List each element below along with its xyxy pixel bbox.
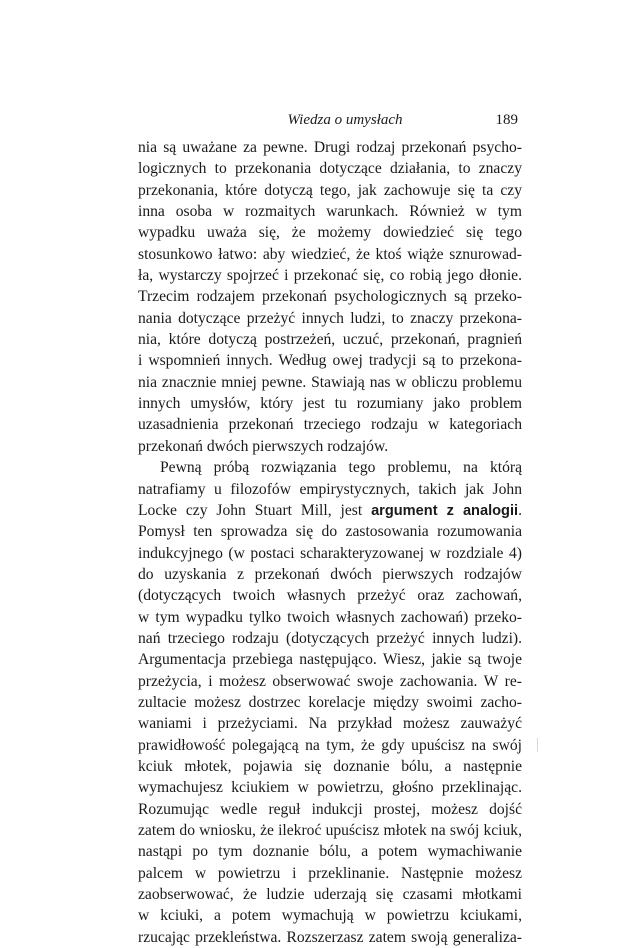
scan-edge-mark (537, 738, 538, 752)
text-line: natrafiamy u filozofów empirystycznych, takich jak John (138, 480, 522, 498)
text-line: nania dotyczące przeżyć innych ludzi, to znaczy przekona- (138, 309, 522, 327)
text-line: waniami i przeżyciami. Na przykład możesz zauważyć (138, 715, 522, 733)
text-line: prawidłowość polegającą na tym, że gdy upuścisz na swój (138, 736, 522, 754)
text-line-with-bold-term (138, 500, 522, 521)
text-line: nia znacznie mniej pewne. Stawiają nas w obliczu problemu (138, 373, 522, 391)
bold-term: argument z analogii (371, 502, 519, 519)
text-line: zaobserwować, że ludzie uderzają się czasami młotkami (138, 886, 522, 904)
running-title: Wiedza o umysłach (287, 112, 403, 128)
running-header (138, 109, 522, 131)
text-line: stosunkowo łatwo: aby wiedzieć, że ktoś wiąże sznurowad- (138, 245, 522, 263)
text-line: indukcyjnego (w postaci scharakteryzowanej w rozdziale 4) (138, 544, 522, 562)
page-number: 189 (495, 112, 518, 128)
text-line: nia, które dotyczą postrzeżeń, uczuć, przekonań, pragnień (138, 331, 522, 349)
text-line: przekonań dwóch pierwszych rodzajów. (138, 437, 389, 455)
text-line: nastąpi po tym doznanie bólu, a potem wymachiwanie (138, 843, 522, 861)
text-segment: . (518, 501, 522, 519)
text-line: innych umysłów, który jest tu rozumiany jako problem (138, 395, 522, 413)
text-line: (dotyczących twoich własnych przeżyć oraz zachowań, (138, 587, 522, 605)
text-line: nia są uważane za pewne. Drugi rodzaj przekonań psycho- (138, 139, 522, 156)
text-line: Trzecim rodzajem przekonań psychologicznych są przeko- (138, 288, 522, 306)
text-line: Pomysł ten sprowadza się do zastosowania rozumowania (138, 523, 522, 541)
text-line: zatem do wniosku, że ilekroć upuścisz młotek na swój kciuk, (138, 822, 522, 839)
text-line: wymachujesz kciukiem w powietrzu, głośno przeklinając. (138, 779, 522, 797)
text-line: Rozumując wedle reguł indukcji prostej, możesz dojść (138, 800, 522, 818)
text-line: zultacie możesz dostrzec korelacje między swoimi zacho- (138, 693, 522, 711)
text-line: w tym wypadku tylko twoich własnych zachowań) przeko- (138, 608, 522, 626)
text-line: przekonania, które dotyczą tego, jak zachowuje się ta czy (138, 181, 522, 199)
text-line: do uzyskania z przekonań dwóch pierwszych rodzajów (138, 565, 522, 583)
text-line: uzasadnienia przekonań trzeciego rodzaju w kategoriach (138, 416, 522, 434)
text-line: Argumentacja przebiega następująco. Wiesz, jakie są twoje (138, 651, 522, 669)
text-line: wypadku uważa się, że możemy dowiedzieć się tego (138, 224, 522, 242)
text-line: inna osoba w rozmaitych warunkach. Również w tym (138, 203, 522, 221)
text-line: kciuk młotek, pojawia się doznanie bólu, a następnie (138, 757, 522, 775)
body-text (138, 137, 522, 948)
text-line: rzucając przekleństwa. Rozszerzasz zatem swoją generaliza- (138, 928, 522, 946)
text-line: nań trzeciego rodzaju (dotyczących przeżyć innych ludzi). (138, 629, 522, 647)
paragraph-first-line: Pewną próbą rozwiązania tego problemu, na którą (160, 459, 522, 477)
text-segment: Locke czy John Stuart Mill, jest (138, 501, 372, 519)
text-line: palcem w powietrzu i przeklinanie. Następnie możesz (138, 864, 522, 882)
text-line: ła, wystarczy spojrzeć i przekonać się, co robią jego dłonie. (138, 267, 522, 285)
text-line: w kciuki, a potem wymachują w powietrzu kciukami, (138, 907, 522, 925)
text-line: logicznych to przekonania dotyczące działania, to znaczy (138, 160, 522, 178)
text-line: i wspomnień innych. Według owej tradycji są to przekona- (138, 352, 522, 370)
text-line: przeżycia, i możesz obserwować swoje zachowania. W re- (138, 672, 522, 690)
